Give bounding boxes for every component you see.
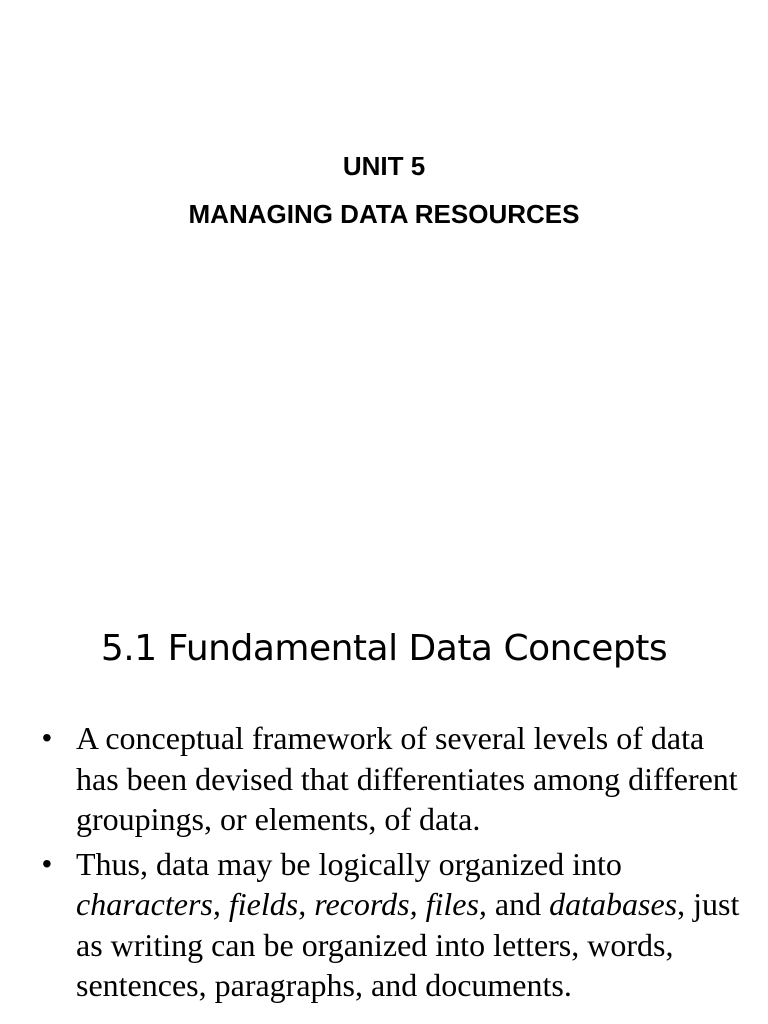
term-records: records, <box>314 886 418 922</box>
term-databases: databases <box>549 886 678 922</box>
term-space <box>306 886 314 922</box>
unit-label: UNIT 5 <box>342 151 426 181</box>
term-space <box>418 886 426 922</box>
title-block <box>0 142 768 238</box>
bullet-text-2 <box>76 846 739 1004</box>
bullet-text-1: A conceptual framework of several levels of data has been devised that differentiates among different groupings, or elements, of data. <box>76 720 738 837</box>
bullet2-outro: , just as writing can be organized into letters, words, sentences, paragraphs, and documents. <box>76 886 740 1003</box>
bullet-item-2 <box>40 844 740 1006</box>
term-fields: fields, <box>228 886 307 922</box>
term-space <box>221 886 229 922</box>
content-slide <box>0 512 768 1024</box>
bullet2-and: and <box>486 886 550 922</box>
bullet-list <box>40 718 740 1010</box>
bullet-item-1 <box>40 718 740 840</box>
bullet2-intro: Thus, data may be logically organized into <box>76 845 622 882</box>
term-files: files, <box>425 886 487 922</box>
unit-title: MANAGING DATA RESOURCES <box>188 199 580 229</box>
bullet-icon: • <box>42 847 52 879</box>
bullet-icon: • <box>42 722 52 753</box>
term-characters: characters, <box>76 886 221 922</box>
section-heading: 5.1 Fundamental Data Concepts <box>100 628 668 669</box>
